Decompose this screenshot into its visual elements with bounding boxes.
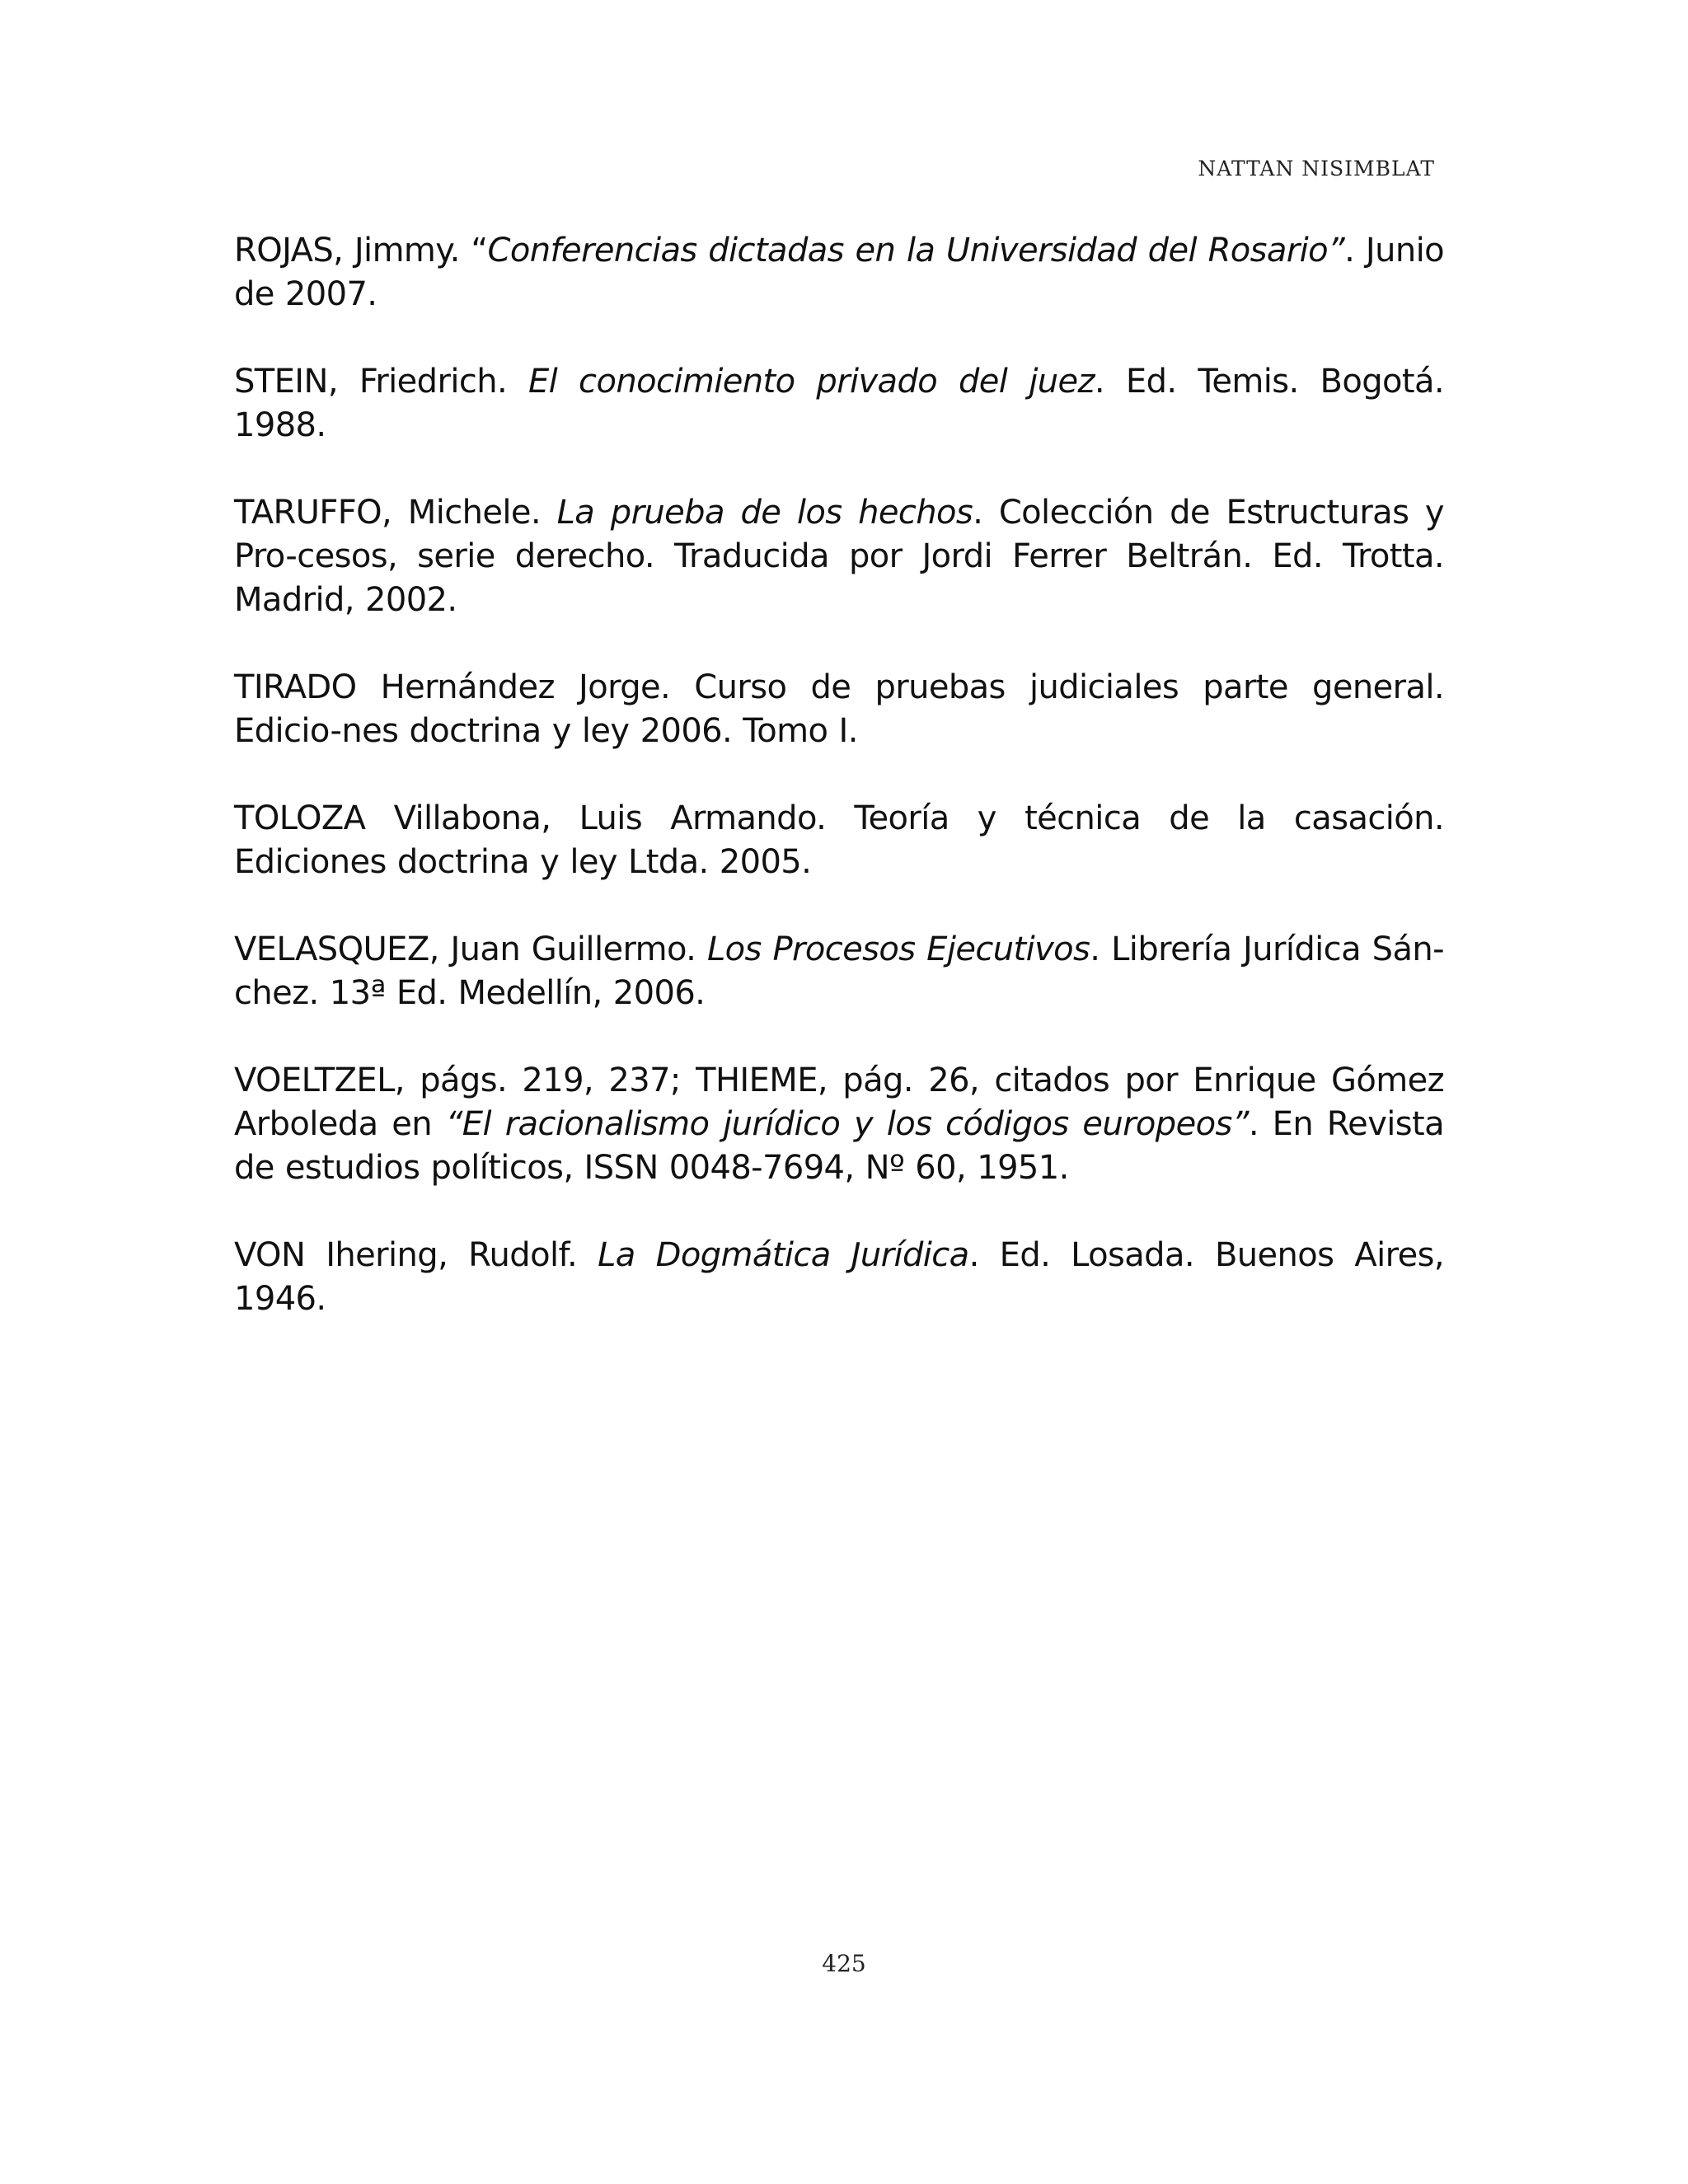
page-number: 425 — [822, 1950, 866, 1977]
entry-text: VELASQUEZ, Juan Guillermo. — [234, 930, 707, 968]
bibliography-entry — [234, 1059, 1444, 1190]
entry-title: Los Procesos Ejecutivos — [706, 930, 1090, 968]
bibliography-entry — [234, 797, 1444, 884]
entry-text: VON Ihering, Rudolf. — [234, 1236, 598, 1274]
entry-title: La Dogmática Jurídica — [598, 1236, 969, 1274]
entry-title: El conocimiento privado del juez — [528, 363, 1095, 401]
bibliography-entry — [234, 491, 1444, 622]
entry-text: TIRADO Hernández Jorge. Curso de pruebas judiciales parte general. Edicio-nes doctrina y ley 2006. Tomo I. — [234, 668, 1444, 750]
bibliography-entry — [234, 666, 1444, 753]
bibliography-entry — [234, 928, 1444, 1015]
bibliography-entry — [234, 1234, 1444, 1321]
running-header: NATTAN NISIMBLAT — [1198, 157, 1435, 180]
entry-details: . Junio de 2007. — [234, 232, 1444, 313]
entry-text: TARUFFO, Michele. — [234, 494, 557, 532]
entry-text: ROJAS, Jimmy. “ — [234, 232, 488, 269]
bibliography-entry — [234, 229, 1444, 316]
entry-details: . Ed. Temis. Bogotá. 1988. — [234, 363, 1445, 444]
entry-details: . Librería Jurídica Sán-chez. 13ª Ed. Medellín, 2006. — [234, 930, 1444, 1012]
entry-details: . Ed. Losada. Buenos Aires, 1946. — [234, 1236, 1444, 1318]
entry-title: Conferencias dictadas en la Universidad del Rosario” — [487, 232, 1345, 269]
entry-text: TOLOZA Villabona, Luis Armando. Teoría y técnica de la casación. Ediciones doctrina y ley Ltda. 2005. — [234, 799, 1444, 881]
bibliography-entry — [234, 360, 1444, 448]
entry-text: STEIN, Friedrich. — [234, 363, 528, 401]
entry-details: . Colección de Estructuras y Pro-cesos, serie derecho. Traducida por Jordi Ferrer Beltrán. Ed. Trotta. Madrid, 2002. — [234, 494, 1444, 619]
bibliography-list — [234, 229, 1444, 1365]
entry-title: “El racionalismo jurídico y los códigos europeos” — [445, 1105, 1249, 1143]
entry-details: . En Revista de estudios políticos, ISSN 0048-7694, Nº 60, 1951. — [234, 1105, 1445, 1187]
entry-title: La prueba de los hechos — [556, 494, 973, 532]
entry-text: VOELTZEL, págs. 219, 237; THIEME, pág. 26, citados por Enrique Gómez Arboleda en — [234, 1062, 1444, 1143]
